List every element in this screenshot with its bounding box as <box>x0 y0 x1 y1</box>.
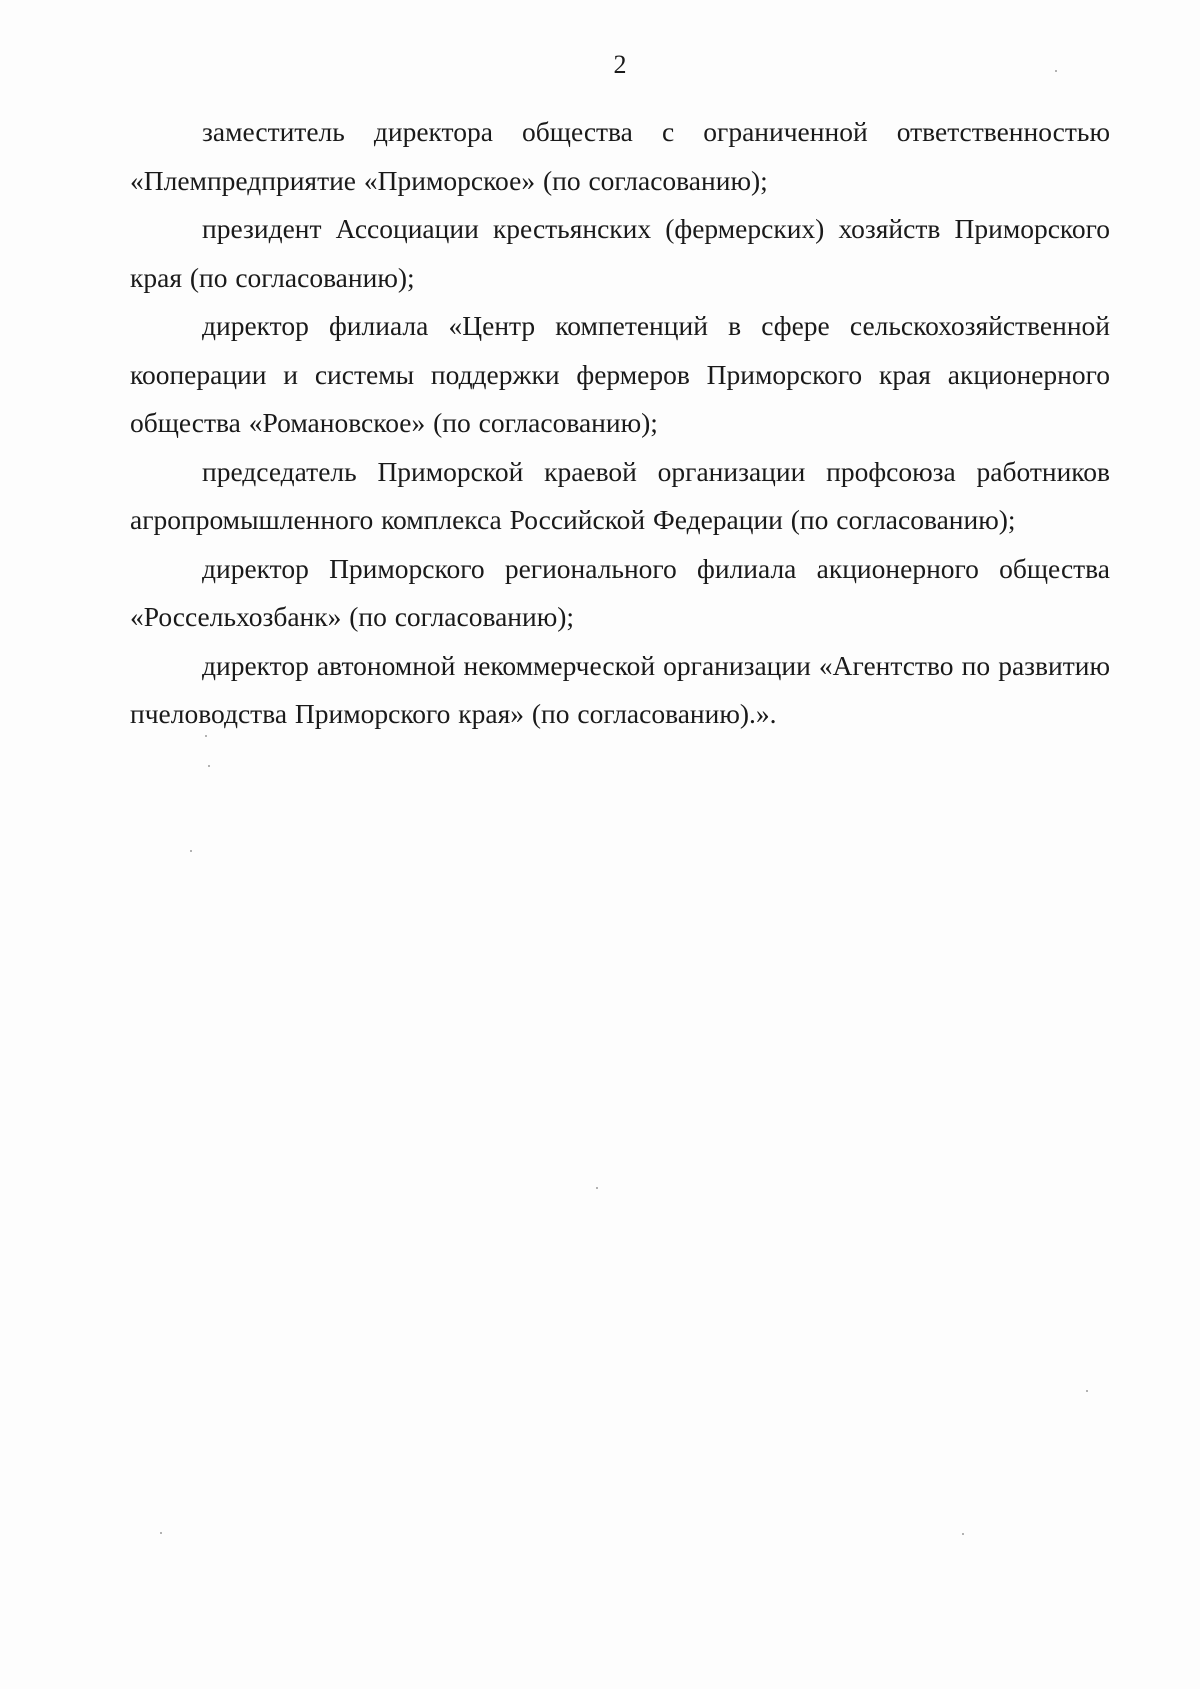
page-number: 2 <box>613 50 627 79</box>
scan-speck <box>1086 1390 1088 1392</box>
paragraph: директор филиала «Центр компетенций в сфере сельскохозяйственной кооперации и системы поддержки фермеров Приморского края акционерного общества «Романовское» (по согласованию); <box>130 310 1110 438</box>
paragraph: директор Приморского регионального филиала акционерного общества «Россельхозбанк» (по согласованию); <box>130 552 1110 632</box>
document-body <box>130 108 1110 739</box>
scan-speck <box>190 850 192 852</box>
paragraph: председатель Приморской краевой организации профсоюза работников агропромышленного комплекса Российской Федерации (по согласованию); <box>130 455 1110 535</box>
scan-speck <box>208 765 210 767</box>
paragraph: заместитель директора общества с ограниченной ответственностью «Племпредприятие «Приморское» (по согласованию); <box>130 116 1110 196</box>
scan-speck <box>160 1532 162 1534</box>
scan-speck <box>962 1533 964 1535</box>
scan-speck <box>1055 70 1057 72</box>
paragraph: президент Ассоциации крестьянских (фермерских) хозяйств Приморского края (по согласованию); <box>130 213 1110 293</box>
paragraph: директор автономной некоммерческой организации «Агентство по развитию пчеловодства Приморского края» (по согласованию).». <box>130 649 1110 729</box>
scan-speck <box>205 735 207 737</box>
scan-speck <box>596 1187 598 1189</box>
